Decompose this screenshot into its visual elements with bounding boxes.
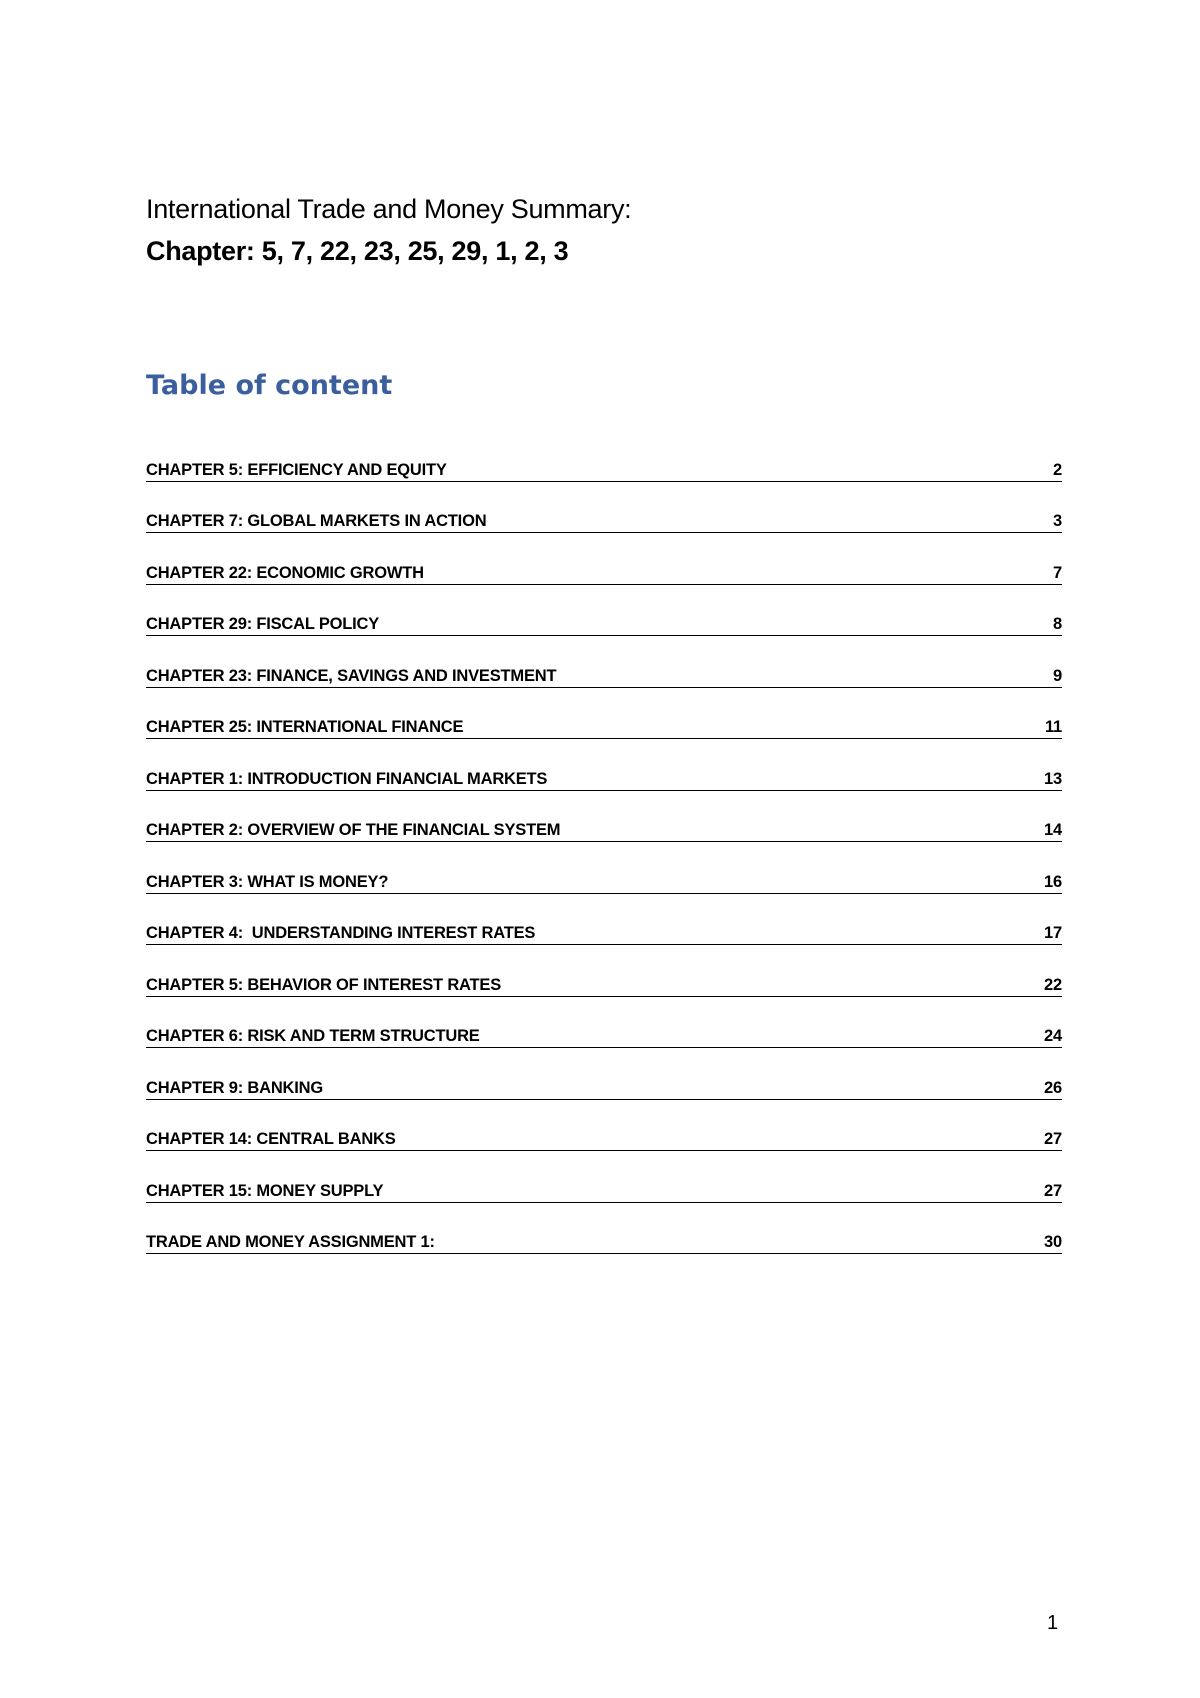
toc-entry-page: 17 (1044, 924, 1062, 942)
toc-link[interactable] (146, 872, 1062, 894)
toc-entry-page: 14 (1044, 821, 1062, 839)
toc-link[interactable] (146, 975, 1062, 997)
toc-entry[interactable] (146, 1151, 1062, 1203)
toc-entry-label: CHAPTER 9: BANKING (146, 1078, 323, 1097)
toc-entry-label: CHAPTER 6: RISK AND TERM STRUCTURE (146, 1027, 480, 1045)
toc-entry[interactable] (146, 585, 1062, 637)
toc-link[interactable] (146, 820, 1062, 842)
toc-entry-page: 3 (1053, 512, 1062, 530)
toc-entry[interactable] (146, 1100, 1062, 1152)
toc-entry-page: 27 (1044, 1130, 1062, 1148)
page-number: 1 (1047, 1612, 1059, 1634)
toc-entry-label: CHAPTER 5: BEHAVIOR OF INTEREST RATES (146, 975, 502, 994)
toc-entry[interactable] (146, 688, 1062, 740)
toc-entry-page: 7 (1053, 563, 1062, 582)
toc-entry[interactable] (146, 894, 1062, 946)
toc-link[interactable] (146, 769, 1062, 791)
toc-entry[interactable] (146, 1048, 1062, 1100)
toc-entry-page: 30 (1044, 1233, 1062, 1251)
toc-entry-label: CHAPTER 1: INTRODUCTION FINANCIAL MARKETS (146, 769, 548, 788)
toc-entry-page: 16 (1044, 872, 1062, 891)
toc-entry[interactable] (146, 533, 1062, 585)
toc-link[interactable] (146, 1026, 1062, 1048)
toc-entry[interactable] (146, 636, 1062, 688)
toc-entry-label: CHAPTER 4: UNDERSTANDING INTEREST RATES (146, 924, 536, 942)
toc-link[interactable] (146, 460, 1062, 482)
document-title: International Trade and Money Summary: (146, 194, 632, 224)
toc-entry[interactable] (146, 739, 1062, 791)
toc-entry-label: CHAPTER 25: INTERNATIONAL FINANCE (146, 718, 464, 736)
document-subtitle: Chapter: 5, 7, 22, 23, 25, 29, 1, 2, 3 (146, 236, 569, 266)
toc-entry-page: 26 (1044, 1078, 1062, 1097)
toc-entry[interactable] (146, 430, 1062, 482)
toc-entry-label: CHAPTER 3: WHAT IS MONEY? (146, 872, 389, 891)
toc-entry[interactable] (146, 482, 1062, 534)
toc-link[interactable] (146, 563, 1062, 585)
toc-entry-page: 8 (1053, 615, 1062, 633)
toc-entry-label: TRADE AND MONEY ASSIGNMENT 1: (146, 1233, 435, 1251)
toc-link[interactable] (146, 717, 1062, 739)
toc-entry-label: CHAPTER 23: FINANCE, SAVINGS AND INVESTMENT (146, 666, 557, 685)
toc-entry-page: 22 (1044, 975, 1062, 994)
table-of-contents (146, 430, 1062, 1254)
toc-entry-label: CHAPTER 7: GLOBAL MARKETS IN ACTION (146, 512, 487, 530)
toc-entry-page: 2 (1053, 460, 1062, 479)
toc-entry[interactable] (146, 1203, 1062, 1255)
toc-entry-label: CHAPTER 2: OVERVIEW OF THE FINANCIAL SYSTEM (146, 821, 561, 839)
toc-entry-label: CHAPTER 5: EFFICIENCY AND EQUITY (146, 460, 447, 479)
toc-entry-label: CHAPTER 15: MONEY SUPPLY (146, 1181, 384, 1200)
toc-heading: Table of content (146, 370, 393, 401)
toc-link[interactable] (146, 1129, 1062, 1151)
toc-entry-page: 24 (1044, 1027, 1062, 1045)
document-title-block (146, 188, 1046, 272)
toc-link[interactable] (146, 511, 1062, 533)
toc-entry-page: 11 (1044, 718, 1062, 736)
toc-link[interactable] (146, 1078, 1062, 1100)
toc-entry-label: CHAPTER 29: FISCAL POLICY (146, 615, 380, 633)
toc-link[interactable] (146, 1232, 1062, 1254)
toc-link[interactable] (146, 614, 1062, 636)
toc-entry[interactable] (146, 842, 1062, 894)
toc-entry-page: 27 (1044, 1181, 1062, 1200)
toc-link[interactable] (146, 923, 1062, 945)
toc-entry-label: CHAPTER 14: CENTRAL BANKS (146, 1130, 396, 1148)
toc-link[interactable] (146, 666, 1062, 688)
toc-entry-page: 9 (1053, 666, 1062, 685)
toc-link[interactable] (146, 1181, 1062, 1203)
toc-entry[interactable] (146, 997, 1062, 1049)
toc-entry-label: CHAPTER 22: ECONOMIC GROWTH (146, 563, 424, 582)
toc-entry-page: 13 (1044, 769, 1062, 788)
toc-entry[interactable] (146, 945, 1062, 997)
toc-entry[interactable] (146, 791, 1062, 843)
